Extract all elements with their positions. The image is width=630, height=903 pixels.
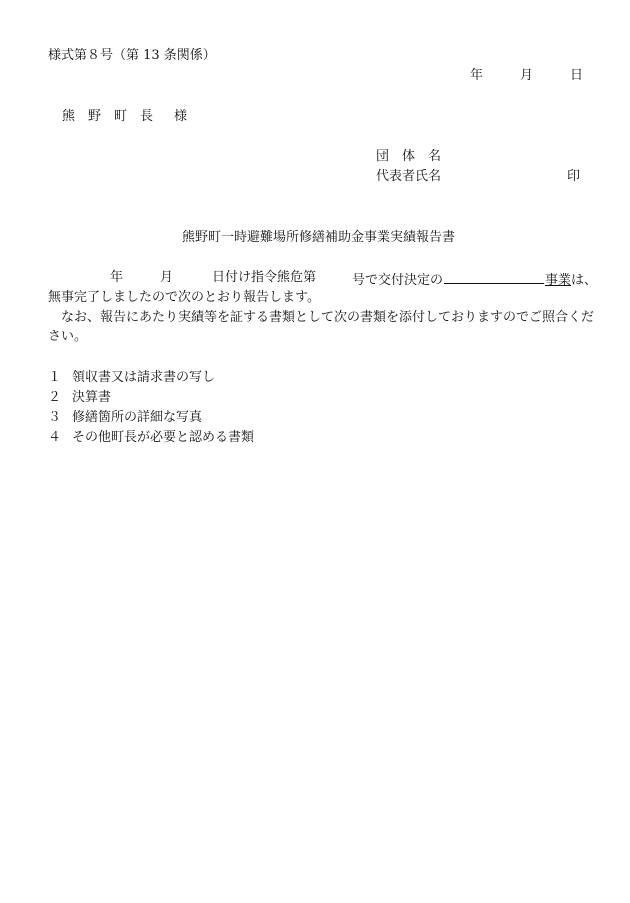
- seal-mark: 印: [567, 169, 581, 184]
- document-title: 熊野町一時避難場所修繕補助金事業実績報告書: [182, 230, 456, 245]
- list-item-text: その他町長が必要と認める書類: [72, 430, 255, 445]
- addressee-name: 熊 野 町 長: [62, 109, 154, 124]
- body-line-2: なお、報告にあたり実績等を証する書類として次の書類を添付しておりますのでご照合くだ: [61, 310, 595, 325]
- list-item-number: ４: [48, 430, 62, 445]
- project-label: 事業: [545, 273, 572, 288]
- project-name-blank: [444, 270, 544, 284]
- group-name-label: 団 体 名: [376, 149, 442, 164]
- list-item-text: 修繕箇所の詳細な写真: [72, 410, 203, 425]
- form-label: 様式第８号（第 13 条関係）: [48, 48, 216, 63]
- list-item-text: 領収書又は請求書の写し: [72, 370, 216, 385]
- body-month: 月: [160, 270, 174, 285]
- body-wa-text: は、: [571, 273, 598, 288]
- body-directive-text: 日付け指令熊危第: [212, 270, 317, 285]
- list-item-number: １: [48, 370, 62, 385]
- addressee-honorific: 様: [174, 109, 188, 124]
- body-line-1b: 無事完了しましたので次のとおり報告します。: [48, 290, 320, 305]
- date-year-label: 年: [470, 68, 484, 83]
- list-item-text: 決算書: [72, 390, 112, 405]
- body-year: 年: [110, 270, 124, 285]
- date-day-label: 日: [570, 68, 584, 83]
- representative-name-label: 代表者氏名: [376, 169, 442, 184]
- body-grant-line: [352, 270, 597, 289]
- list-item-number: ２: [48, 390, 62, 405]
- list-item-number: ３: [48, 410, 62, 425]
- date-month-label: 月: [520, 68, 534, 83]
- body-line-2b: さい。: [48, 329, 88, 344]
- body-number-text: 号で交付決定の: [352, 273, 444, 288]
